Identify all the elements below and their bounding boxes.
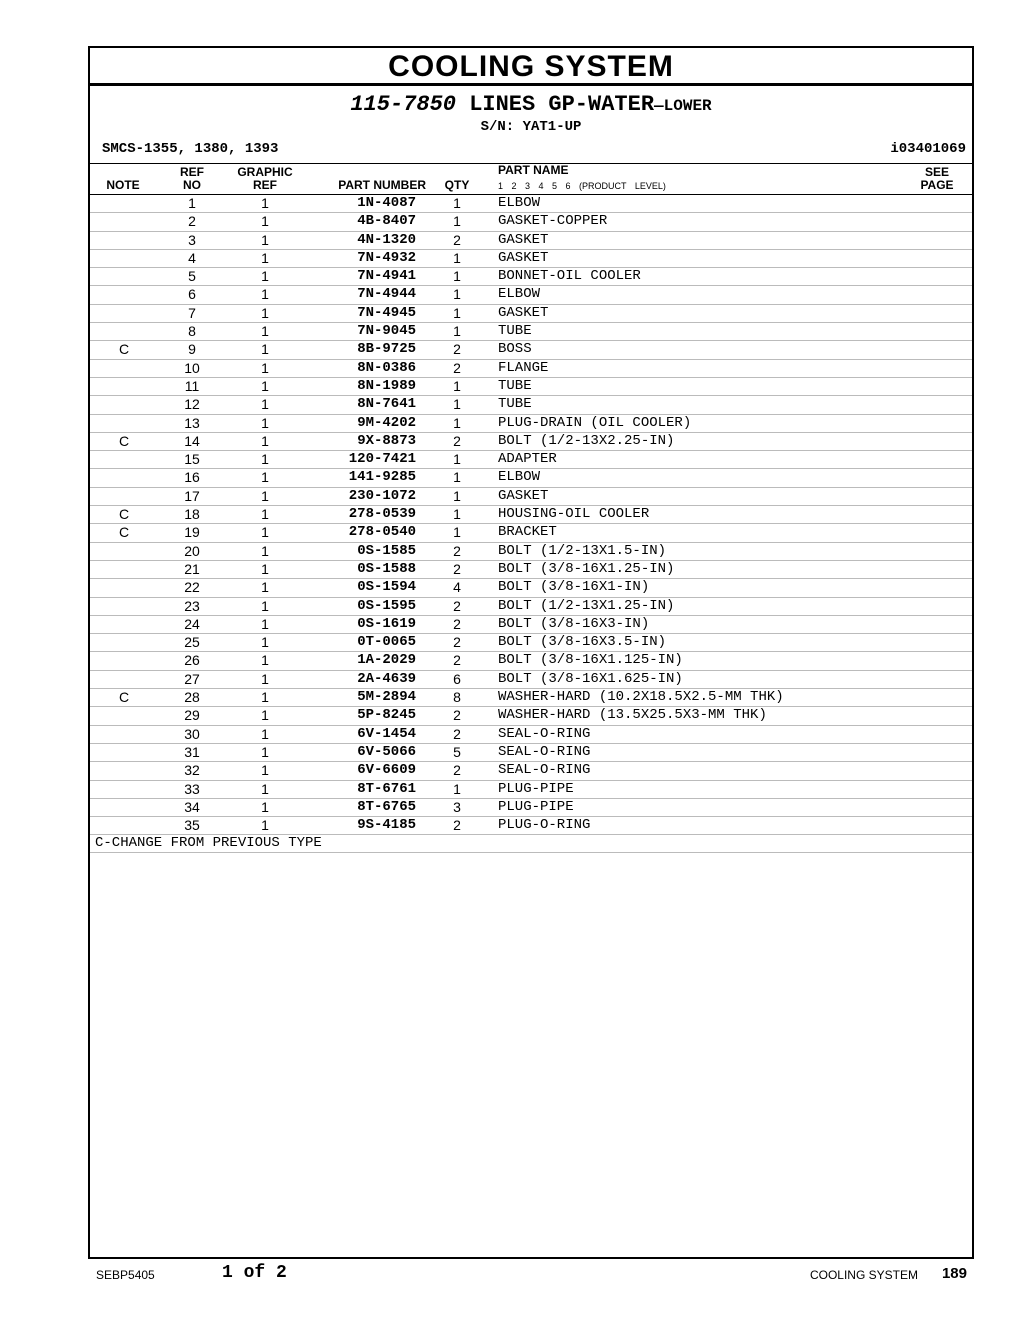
col-graphic-top: GRAPHIC	[237, 165, 293, 179]
part-name-cell: GASKET	[498, 231, 549, 248]
part-name-cell: WASHER-HARD (10.2X18.5X2.5-MM THK)	[498, 689, 784, 706]
part-number-cell: 8T-6761	[357, 780, 416, 797]
part-number-cell: 7N-4941	[357, 268, 416, 285]
ref-no-cell: 30	[184, 725, 200, 742]
ref-no-cell: 16	[184, 469, 200, 486]
graphic-ref-cell: 1	[261, 359, 269, 376]
table-row	[90, 232, 972, 250]
ref-no-cell: 29	[184, 707, 200, 724]
qty-cell: 1	[453, 195, 461, 211]
footnote: C-CHANGE FROM PREVIOUS TYPE	[90, 835, 972, 853]
part-number-cell: 0S-1595	[357, 597, 416, 614]
ref-no-cell: 11	[184, 377, 200, 394]
part-number-cell: 7N-4932	[357, 249, 416, 266]
illustration-id: i03401069	[890, 141, 966, 157]
part-name-cell: PLUG-PIPE	[498, 798, 574, 815]
part-number-cell: 4B-8407	[357, 213, 416, 230]
part-name-cell: BOLT (3/8-16X3.5-IN)	[498, 634, 667, 651]
graphic-ref-cell: 1	[261, 304, 269, 321]
part-number-cell: 1N-4087	[357, 195, 416, 211]
table-row	[90, 799, 972, 817]
ref-no-cell: 24	[184, 615, 200, 632]
ref-no-cell: 2	[188, 213, 196, 230]
graphic-ref-cell: 1	[261, 377, 269, 394]
graphic-ref-cell: 1	[261, 798, 269, 815]
graphic-ref-cell: 1	[261, 432, 269, 449]
col-graphic-bottom: REF	[253, 178, 277, 192]
col-ref-bottom: NO	[183, 178, 201, 192]
col-product-level: 1 2 3 4 5 6 (PRODUCT LEVEL)	[498, 181, 666, 191]
qty-cell: 5	[453, 743, 461, 760]
table-row	[90, 561, 972, 579]
group-suffix: —LOWER	[654, 97, 712, 115]
qty-cell: 1	[453, 487, 461, 504]
part-name-cell: BOLT (1/2-13X2.25-IN)	[498, 432, 675, 449]
graphic-ref-cell: 1	[261, 231, 269, 248]
table-row	[90, 598, 972, 616]
qty-cell: 2	[453, 341, 461, 358]
qty-cell: 1	[453, 286, 461, 303]
qty-cell: 1	[453, 304, 461, 321]
part-name-cell: PLUG-DRAIN (OIL COOLER)	[498, 414, 692, 431]
col-note: NOTE	[106, 178, 140, 192]
graphic-ref-cell: 1	[261, 579, 269, 596]
part-number-cell: 4N-1320	[357, 231, 416, 248]
part-name-cell: GASKET	[498, 487, 549, 504]
table-row	[90, 781, 972, 799]
qty-cell: 8	[453, 689, 461, 706]
table-row	[90, 488, 972, 506]
graphic-ref-cell: 1	[261, 615, 269, 632]
ref-no-cell: 33	[184, 780, 200, 797]
group-title	[90, 92, 972, 119]
part-number-cell: 6V-5066	[357, 743, 416, 760]
ref-no-cell: 13	[184, 414, 200, 431]
table-row	[90, 652, 972, 670]
ref-no-cell: 23	[184, 597, 200, 614]
ref-no-cell: 26	[184, 652, 200, 669]
table-row	[90, 671, 972, 689]
part-number-cell: 9S-4185	[357, 817, 416, 834]
part-number-cell: 278-0540	[348, 524, 416, 541]
col-part-number: PART NUMBER	[338, 178, 426, 192]
graphic-ref-cell: 1	[261, 634, 269, 651]
part-name-cell: ELBOW	[498, 469, 541, 486]
table-row	[90, 634, 972, 652]
ref-no-cell: 28	[184, 689, 200, 706]
qty-cell: 2	[453, 652, 461, 669]
table-row	[90, 286, 972, 304]
part-number-cell: 7N-4945	[357, 304, 416, 321]
part-number-cell: 8T-6765	[357, 798, 416, 815]
graphic-ref-cell: 1	[261, 286, 269, 303]
part-number-cell: 141-9285	[348, 469, 416, 486]
ref-no-cell: 5	[188, 268, 196, 285]
part-number-cell: 0S-1588	[357, 560, 416, 577]
part-number-cell: 9X-8873	[357, 432, 416, 449]
part-number-cell: 8N-0386	[357, 359, 416, 376]
part-name-cell: ELBOW	[498, 286, 541, 303]
qty-cell: 1	[453, 268, 461, 285]
ref-no-cell: 9	[188, 341, 196, 358]
graphic-ref-cell: 1	[261, 506, 269, 523]
ref-no-cell: 4	[188, 249, 196, 266]
ref-no-cell: 35	[184, 817, 200, 834]
note-cell: C	[118, 341, 130, 358]
part-number-cell: 9M-4202	[357, 414, 416, 431]
footer-page-number: 189	[941, 1265, 967, 1282]
part-number-cell: 7N-4944	[357, 286, 416, 303]
part-number-cell: 6V-6609	[357, 762, 416, 779]
table-row	[90, 378, 972, 396]
graphic-ref-cell: 1	[261, 762, 269, 779]
ref-no-cell: 17	[184, 487, 200, 504]
part-number-cell: 7N-9045	[357, 323, 416, 340]
ref-no-cell: 27	[184, 670, 200, 687]
part-name-cell: BOLT (1/2-13X1.5-IN)	[498, 542, 667, 559]
table-row	[90, 323, 972, 341]
table-row	[90, 506, 972, 524]
part-name-cell: SEAL-O-RING	[498, 743, 591, 760]
table-row	[90, 689, 972, 707]
part-number-cell: 0S-1619	[357, 615, 416, 632]
qty-cell: 1	[453, 323, 461, 340]
note-cell: C	[118, 432, 130, 449]
smcs-codes: SMCS-1355, 1380, 1393	[102, 141, 279, 157]
part-name-cell: BOLT (1/2-13X1.25-IN)	[498, 597, 675, 614]
qty-cell: 1	[453, 213, 461, 230]
part-name-cell: GASKET-COPPER	[498, 213, 608, 230]
qty-cell: 2	[453, 560, 461, 577]
qty-cell: 2	[453, 359, 461, 376]
table-row	[90, 543, 972, 561]
table-row	[90, 762, 972, 780]
table-row	[90, 250, 972, 268]
part-name-cell: HOUSING-OIL COOLER	[498, 506, 650, 523]
graphic-ref-cell: 1	[261, 323, 269, 340]
graphic-ref-cell: 1	[261, 396, 269, 413]
ref-no-cell: 20	[184, 542, 200, 559]
part-number-cell: 8N-1989	[357, 377, 416, 394]
ref-no-cell: 34	[184, 798, 200, 815]
qty-cell: 2	[453, 615, 461, 632]
graphic-ref-cell: 1	[261, 597, 269, 614]
qty-cell: 1	[453, 451, 461, 468]
table-row	[90, 469, 972, 487]
qty-cell: 1	[453, 780, 461, 797]
table-row	[90, 213, 972, 231]
qty-cell: 3	[453, 798, 461, 815]
table-row	[90, 396, 972, 414]
ref-no-cell: 10	[184, 359, 200, 376]
footer-doc-number: SEBP5405	[96, 1268, 155, 1282]
footer-section: COOLING SYSTEM	[809, 1268, 918, 1282]
serial-number: S/N: YAT1-UP	[480, 119, 582, 135]
ref-no-cell: 25	[184, 634, 200, 651]
ref-no-cell: 15	[184, 451, 200, 468]
graphic-ref-cell: 1	[261, 414, 269, 431]
table-row	[90, 726, 972, 744]
qty-cell: 2	[453, 725, 461, 742]
graphic-ref-cell: 1	[261, 560, 269, 577]
part-number-cell: 0T-0065	[357, 634, 416, 651]
part-number-cell: 1A-2029	[357, 652, 416, 669]
part-name-cell: BOLT (3/8-16X1.625-IN)	[498, 670, 683, 687]
qty-cell: 1	[453, 377, 461, 394]
part-name-cell: BOLT (3/8-16X1-IN)	[498, 579, 650, 596]
part-number-cell: 8N-7641	[357, 396, 416, 413]
col-qty: QTY	[444, 178, 470, 192]
part-name-cell: PLUG-PIPE	[498, 780, 574, 797]
part-name-cell: GASKET	[498, 249, 549, 266]
part-number-cell: 0S-1585	[357, 542, 416, 559]
graphic-ref-cell: 1	[261, 689, 269, 706]
graphic-ref-cell: 1	[261, 341, 269, 358]
page-frame	[88, 46, 974, 1259]
part-name-cell: WASHER-HARD (13.5X25.5X3-MM THK)	[498, 707, 767, 724]
table-row	[90, 341, 972, 359]
table-header	[90, 163, 972, 195]
part-name-cell: BOLT (3/8-16X1.25-IN)	[498, 560, 675, 577]
part-name-cell: BONNET-OIL COOLER	[498, 268, 641, 285]
part-name-cell: TUBE	[498, 396, 532, 413]
ref-no-cell: 3	[188, 231, 196, 248]
graphic-ref-cell: 1	[261, 725, 269, 742]
ref-no-cell: 32	[184, 762, 200, 779]
qty-cell: 1	[453, 506, 461, 523]
qty-cell: 2	[453, 542, 461, 559]
ref-no-cell: 31	[184, 743, 200, 760]
table-row	[90, 616, 972, 634]
col-ref-top: REF	[180, 165, 204, 179]
qty-cell: 2	[453, 634, 461, 651]
part-name-cell: BRACKET	[498, 524, 557, 541]
graphic-ref-cell: 1	[261, 451, 269, 468]
qty-cell: 2	[453, 597, 461, 614]
part-name-cell: ELBOW	[498, 195, 541, 211]
graphic-ref-cell: 1	[261, 817, 269, 834]
qty-cell: 6	[453, 670, 461, 687]
graphic-ref-cell: 1	[261, 743, 269, 760]
col-see-top: SEE	[924, 165, 949, 179]
col-see-bottom: PAGE	[920, 178, 954, 192]
graphic-ref-cell: 1	[261, 249, 269, 266]
graphic-ref-cell: 1	[261, 268, 269, 285]
ref-no-cell: 6	[188, 286, 196, 303]
section-title: COOLING SYSTEM	[90, 48, 972, 86]
ref-no-cell: 18	[184, 506, 200, 523]
qty-cell: 2	[453, 432, 461, 449]
part-number-cell: 2A-4639	[357, 670, 416, 687]
part-number-cell: 8B-9725	[357, 341, 416, 358]
col-part-name: PART NAME	[498, 163, 569, 177]
part-number-cell: 6V-1454	[357, 725, 416, 742]
part-number-cell: 5M-2894	[357, 689, 416, 706]
ref-no-cell: 7	[188, 304, 196, 321]
graphic-ref-cell: 1	[261, 469, 269, 486]
table-row	[90, 744, 972, 762]
table-row	[90, 817, 972, 835]
table-row	[90, 305, 972, 323]
part-name-cell: FLANGE	[498, 359, 549, 376]
table-row	[90, 579, 972, 597]
graphic-ref-cell: 1	[261, 195, 269, 211]
note-cell: C	[118, 506, 130, 523]
graphic-ref-cell: 1	[261, 780, 269, 797]
part-number-cell: 278-0539	[348, 506, 416, 523]
graphic-ref-cell: 1	[261, 652, 269, 669]
part-name-cell: BOLT (3/8-16X1.125-IN)	[498, 652, 683, 669]
graphic-ref-cell: 1	[261, 524, 269, 541]
part-name-cell: BOLT (3/8-16X3-IN)	[498, 615, 650, 632]
graphic-ref-cell: 1	[261, 707, 269, 724]
part-name-cell: ADAPTER	[498, 451, 557, 468]
part-name-cell: TUBE	[498, 377, 532, 394]
qty-cell: 1	[453, 524, 461, 541]
ref-no-cell: 1	[188, 195, 196, 211]
part-name-cell: SEAL-O-RING	[498, 762, 591, 779]
table-row	[90, 415, 972, 433]
note-cell: C	[118, 524, 130, 541]
ref-no-cell: 22	[184, 579, 200, 596]
table-row	[90, 524, 972, 542]
graphic-ref-cell: 1	[261, 542, 269, 559]
table-row	[90, 360, 972, 378]
table-row	[90, 707, 972, 725]
graphic-ref-cell: 1	[261, 213, 269, 230]
smcs-row	[90, 139, 972, 163]
qty-cell: 1	[453, 414, 461, 431]
qty-cell: 2	[453, 817, 461, 834]
ref-no-cell: 12	[184, 396, 200, 413]
table-row	[90, 268, 972, 286]
table-row	[90, 451, 972, 469]
part-name-cell: SEAL-O-RING	[498, 725, 591, 742]
footer-page-of: 1 of 2	[222, 1263, 287, 1283]
qty-cell: 2	[453, 707, 461, 724]
part-number-cell: 120-7421	[348, 451, 416, 468]
ref-no-cell: 21	[184, 560, 200, 577]
parts-table-body	[90, 195, 972, 835]
ref-no-cell: 8	[188, 323, 196, 340]
qty-cell: 1	[453, 249, 461, 266]
qty-cell: 1	[453, 396, 461, 413]
part-name-cell: PLUG-O-RING	[498, 817, 591, 834]
part-name-cell: GASKET	[498, 304, 549, 321]
qty-cell: 1	[453, 469, 461, 486]
part-name-cell: BOSS	[498, 341, 532, 358]
group-part-number: 115-7850	[350, 92, 456, 117]
note-cell: C	[118, 689, 130, 706]
part-number-cell: 5P-8245	[357, 707, 416, 724]
part-number-cell: 0S-1594	[357, 579, 416, 596]
qty-cell: 4	[453, 579, 461, 596]
graphic-ref-cell: 1	[261, 670, 269, 687]
page-footer	[0, 1262, 1020, 1292]
part-number-cell: 230-1072	[348, 487, 416, 504]
ref-no-cell: 14	[184, 432, 200, 449]
group-name: LINES GP-WATER	[469, 92, 655, 117]
table-row	[90, 195, 972, 213]
qty-cell: 2	[453, 762, 461, 779]
graphic-ref-cell: 1	[261, 487, 269, 504]
table-row	[90, 433, 972, 451]
qty-cell: 2	[453, 231, 461, 248]
part-name-cell: TUBE	[498, 323, 532, 340]
ref-no-cell: 19	[184, 524, 200, 541]
